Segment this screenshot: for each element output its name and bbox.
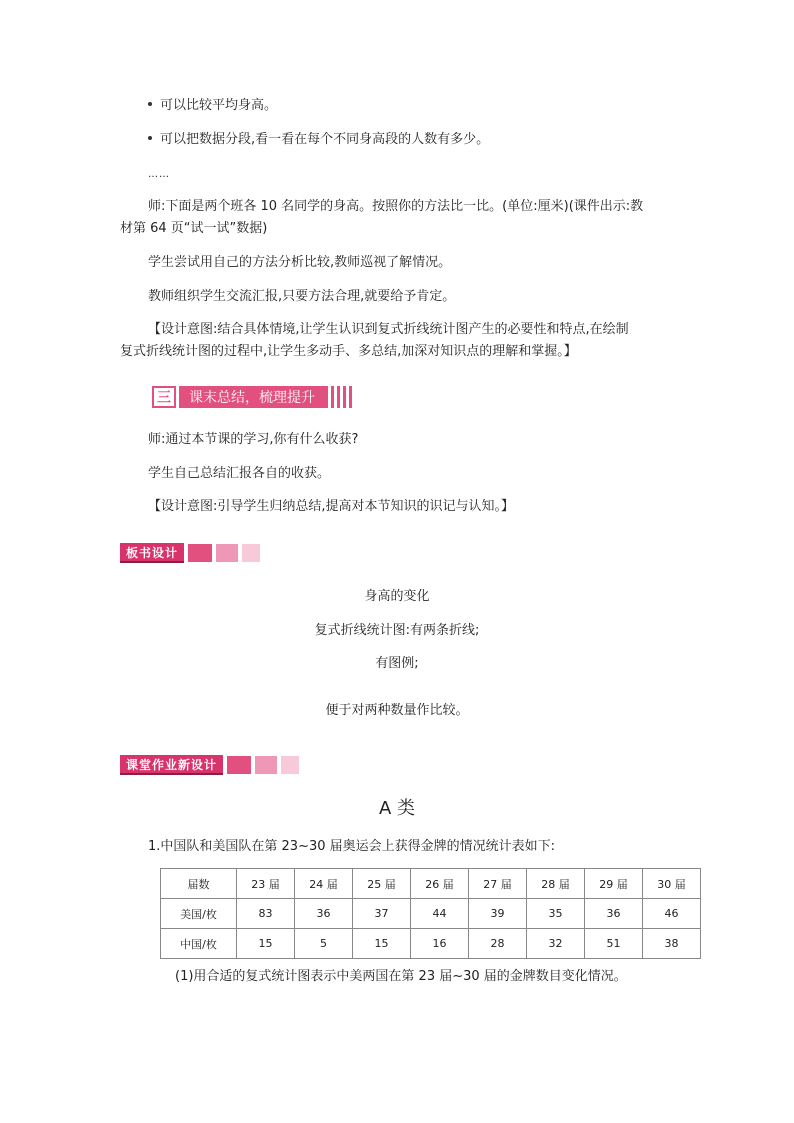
table-cell: 36 xyxy=(295,899,353,929)
design-intent: 【设计意图:引导学生归纳总结,提高对本节知识的识记与认知。】 xyxy=(148,499,515,514)
table-cell: 25 届 xyxy=(353,869,411,899)
table-cell: 16 xyxy=(411,929,469,959)
table-cell: 36 xyxy=(585,899,643,929)
table-row xyxy=(161,899,701,929)
bullet-item: 可以比较平均身高。 xyxy=(148,97,277,115)
table-cell: 83 xyxy=(237,899,295,929)
design-intent: 【设计意图:结合具体情境,让学生认识到复式折线统计图产生的必要性和特点,在绘制 xyxy=(148,322,629,337)
table-cell: 38 xyxy=(643,929,701,959)
question: 1.中国队和美国队在第 23~30 届奥运会上获得金牌的情况统计表如下: xyxy=(148,839,556,854)
bullet-icon xyxy=(148,102,152,106)
table-header-row xyxy=(161,869,701,899)
decorative-stripes xyxy=(325,386,353,408)
table-cell: 美国/枚 xyxy=(161,899,237,929)
decorative-square xyxy=(255,756,277,774)
table-row xyxy=(161,929,701,959)
table-cell: 中国/枚 xyxy=(161,929,237,959)
table-cell: 35 xyxy=(527,899,585,929)
sub-question: (1)用合适的复式统计图表示中美两国在第 23 届~30 届的金牌数目变化情况。 xyxy=(175,969,627,984)
table-cell: 37 xyxy=(353,899,411,929)
medal-table xyxy=(160,868,701,959)
board-line: 复式折线统计图:有两条折线; xyxy=(314,623,480,638)
table-cell: 24 届 xyxy=(295,869,353,899)
ellipsis: …… xyxy=(148,169,170,180)
decorative-square xyxy=(281,756,299,774)
paragraph: 材第 64 页“试一试”数据) xyxy=(120,221,268,236)
section-header xyxy=(152,386,353,408)
table-cell: 26 届 xyxy=(411,869,469,899)
board-line: 便于对两种数量作比较。 xyxy=(325,703,469,718)
section-number: 三 xyxy=(152,386,176,408)
table-cell: 届数 xyxy=(161,869,237,899)
table-cell: 51 xyxy=(585,929,643,959)
homework-banner xyxy=(120,755,299,775)
banner-label: 课堂作业新设计 xyxy=(120,755,223,775)
decorative-square xyxy=(188,544,212,562)
table-cell: 28 xyxy=(469,929,527,959)
paragraph: 师:通过本节课的学习,你有什么收获? xyxy=(148,432,359,447)
decorative-square xyxy=(227,756,251,774)
board-title: 身高的变化 xyxy=(364,589,430,604)
design-intent: 复式折线统计图的过程中,让学生多动手、多总结,加深对知识点的理解和掌握。】 xyxy=(120,344,577,359)
bullet-icon xyxy=(148,136,152,140)
decorative-square xyxy=(216,544,238,562)
table-cell: 15 xyxy=(237,929,295,959)
table-cell: 44 xyxy=(411,899,469,929)
section-title: 课末总结，梳理提升 xyxy=(179,386,325,408)
decorative-square xyxy=(242,544,260,562)
table-cell: 23 届 xyxy=(237,869,295,899)
table-cell: 39 xyxy=(469,899,527,929)
paragraph: 学生自己总结汇报各自的收获。 xyxy=(148,466,331,481)
paragraph: 学生尝试用自己的方法分析比较,教师巡视了解情况。 xyxy=(148,255,452,270)
table-cell: 28 届 xyxy=(527,869,585,899)
bullet-item: 可以把数据分段,看一看在每个不同身高段的人数有多少。 xyxy=(148,131,489,149)
category-heading: A 类 xyxy=(378,798,416,819)
table-cell: 15 xyxy=(353,929,411,959)
table-cell: 32 xyxy=(527,929,585,959)
table-cell: 29 届 xyxy=(585,869,643,899)
table-cell: 46 xyxy=(643,899,701,929)
board-line: 有图例; xyxy=(375,656,419,671)
paragraph: 教师组织学生交流汇报,只要方法合理,就要给予肯定。 xyxy=(148,289,456,304)
banner-label: 板书设计 xyxy=(120,543,184,563)
table-cell: 5 xyxy=(295,929,353,959)
table-cell: 30 届 xyxy=(643,869,701,899)
board-design-banner xyxy=(120,543,260,563)
table-cell: 27 届 xyxy=(469,869,527,899)
paragraph: 师:下面是两个班各 10 名同学的身高。按照你的方法比一比。(单位:厘米)(课件出示:教 xyxy=(148,199,644,214)
